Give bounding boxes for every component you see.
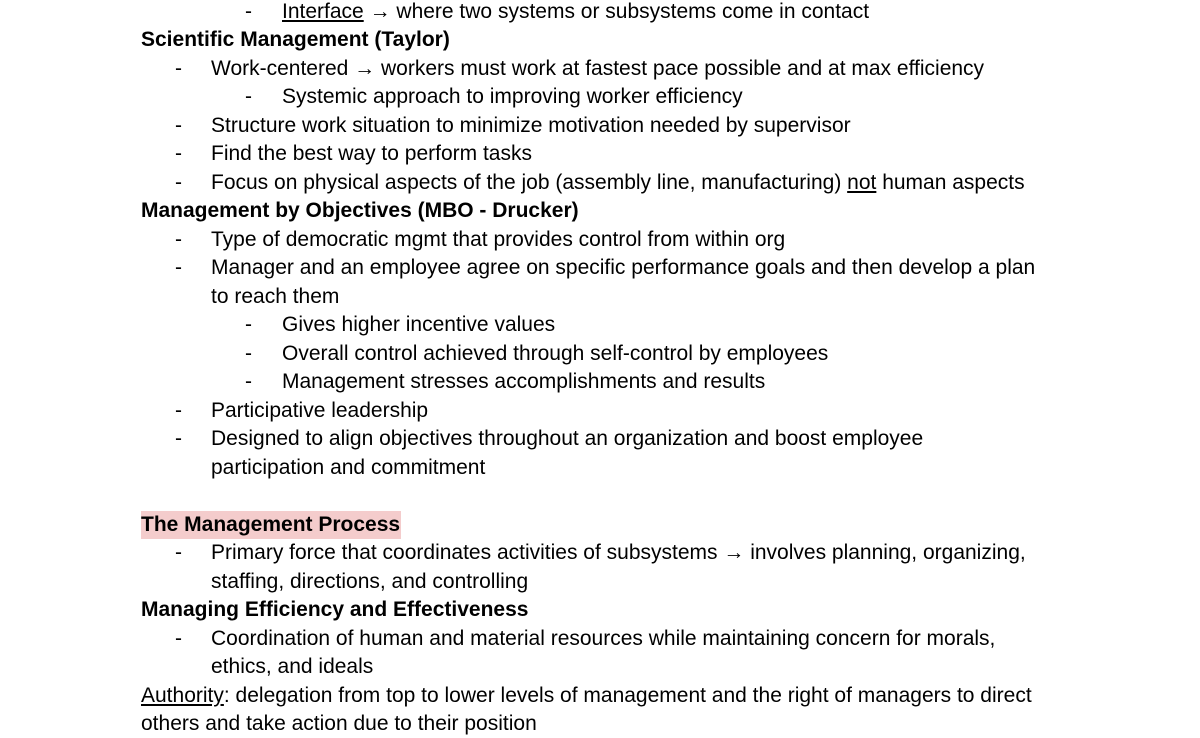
bullet-dash: - xyxy=(245,342,252,365)
text: Work-centered xyxy=(211,57,355,80)
bullet-dash: - xyxy=(175,399,182,422)
list-item: Manager and an employee agree on specific performance goals and then develop a plan xyxy=(211,256,1036,279)
list-item: Gives higher incentive values xyxy=(282,313,556,336)
list-item: Participative leadership xyxy=(211,399,429,422)
heading-management-process: The Management Process xyxy=(141,511,401,539)
list-item-continued: staffing, directions, and controlling xyxy=(211,570,529,593)
text: Focus on physical aspects of the job (assembly line, manufacturing) xyxy=(211,171,848,194)
list-item-continued: participation and commitment xyxy=(211,456,486,479)
list-item xyxy=(211,539,1026,567)
bullet-dash: - xyxy=(245,0,252,23)
text: Primary force that coordinates activities of subsystems xyxy=(211,541,724,564)
bullet-dash: - xyxy=(175,114,182,137)
bullet-dash: - xyxy=(245,313,252,336)
bullet-dash: - xyxy=(175,627,182,650)
interface-definition: where two systems or subsystems come in contact xyxy=(390,0,870,23)
list-item: Structure work situation to minimize motivation needed by supervisor xyxy=(211,114,851,137)
bullet-dash: - xyxy=(175,541,182,564)
bullet-dash: - xyxy=(175,427,182,450)
list-item xyxy=(211,169,1025,197)
text: involves planning, organizing, xyxy=(744,541,1026,564)
heading-mbo: Management by Objectives (MBO - Drucker) xyxy=(141,199,579,222)
bullet-dash: - xyxy=(175,142,182,165)
list-item-continued: to reach them xyxy=(211,285,340,308)
bullet-dash: - xyxy=(175,171,182,194)
interface-line xyxy=(282,0,869,26)
list-item: Overall control achieved through self-control by employees xyxy=(282,342,829,365)
text: human aspects xyxy=(876,171,1025,194)
arrow: → xyxy=(723,541,745,564)
list-item-continued: ethics, and ideals xyxy=(211,655,374,678)
arrow: → xyxy=(369,0,391,23)
list-item: Coordination of human and material resources while maintaining concern for morals, xyxy=(211,627,996,650)
authority-term: Authority xyxy=(141,684,224,707)
authority-definition xyxy=(141,682,1032,710)
bullet-dash: - xyxy=(175,256,182,279)
bullet-dash: - xyxy=(175,57,182,80)
bullet-dash: - xyxy=(175,228,182,251)
text: workers must work at fastest pace possible and at max efficiency xyxy=(375,57,985,80)
heading-scientific-management: Scientific Management (Taylor) xyxy=(141,28,450,51)
heading-efficiency-effectiveness: Managing Efficiency and Effectiveness xyxy=(141,598,529,621)
list-item: Management stresses accomplishments and results xyxy=(282,370,766,393)
bullet-dash: - xyxy=(245,85,252,108)
arrow: → xyxy=(354,57,376,80)
interface-term: Interface xyxy=(282,0,364,23)
list-item: Designed to align objectives throughout an organization and boost employee xyxy=(211,427,924,450)
list-item: Systemic approach to improving worker efficiency xyxy=(282,85,743,108)
authority-definition-continued: others and take action due to their position xyxy=(141,712,537,735)
text: : delegation from top to lower levels of management and the right of managers to direct xyxy=(223,684,1032,707)
bullet-dash: - xyxy=(245,370,252,393)
list-item: Type of democratic mgmt that provides control from within org xyxy=(211,228,786,251)
emphasis-not: not xyxy=(847,171,877,194)
list-item xyxy=(211,55,984,83)
list-item: Find the best way to perform tasks xyxy=(211,142,532,165)
